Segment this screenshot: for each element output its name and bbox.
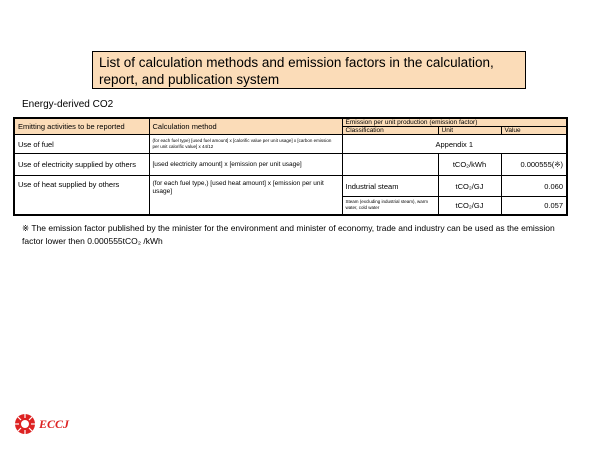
header-classification: Classification xyxy=(342,127,438,135)
logo xyxy=(14,413,69,435)
row-heat-sub1-value: 0.060 xyxy=(501,176,567,197)
row-fuel-activity: Use of fuel xyxy=(14,135,149,154)
emission-factor-table xyxy=(13,117,568,216)
table-row-heat xyxy=(14,176,567,197)
row-electricity-classification xyxy=(342,154,438,176)
header-activity: Emitting activities to be reported xyxy=(14,118,149,135)
eccj-logo-icon xyxy=(14,413,36,435)
header-factor-group: Emission per unit production (emission factor) xyxy=(342,118,567,127)
footnote: ※ The emission factor published by the minister for the environment and minister of economy, trade and industry can be used as the emission factor lower then 0.000555tCO₂ /kWh xyxy=(22,223,555,246)
logo-text: ECCJ xyxy=(39,416,70,431)
page-title: List of calculation methods and emission factors in the calculation, report, and publication system xyxy=(92,51,526,89)
row-heat-sub1-unit: tCO₂/GJ xyxy=(438,176,501,197)
table-row-electricity xyxy=(14,154,567,176)
row-electricity-unit: tCO₂/kWh xyxy=(438,154,501,176)
header-value: Value xyxy=(501,127,567,135)
header-unit: Unit xyxy=(438,127,501,135)
header-method: Calculation method xyxy=(149,118,342,135)
row-fuel-method: (for each fuel type) [used fuel amount] x [calorific value per unit usage] x [carbon emission per unit calorific value] x 44/12 xyxy=(149,135,342,154)
row-electricity-activity: Use of electricity supplied by others xyxy=(14,154,149,176)
row-fuel-factor: Appendix 1 xyxy=(342,135,567,154)
row-heat-sub2-classification: Steam (excluding industrial steam), warm water, cold water xyxy=(342,197,438,215)
row-heat-method: (for each fuel type,) [used heat amount] x [emission per unit usage] xyxy=(149,176,342,215)
row-heat-activity: Use of heat supplied by others xyxy=(14,176,149,215)
row-heat-sub1-classification: Industrial steam xyxy=(342,176,438,197)
row-electricity-method: [used electricity amount] x [emission per unit usage] xyxy=(149,154,342,176)
table-header-row xyxy=(14,118,567,127)
row-heat-sub2-unit: tCO₂/GJ xyxy=(438,197,501,215)
section-subtitle: Energy-derived CO2 xyxy=(22,99,114,110)
row-heat-sub2-value: 0.057 xyxy=(501,197,567,215)
table-row-fuel xyxy=(14,135,567,154)
row-electricity-value: 0.000555(※) xyxy=(501,154,567,176)
